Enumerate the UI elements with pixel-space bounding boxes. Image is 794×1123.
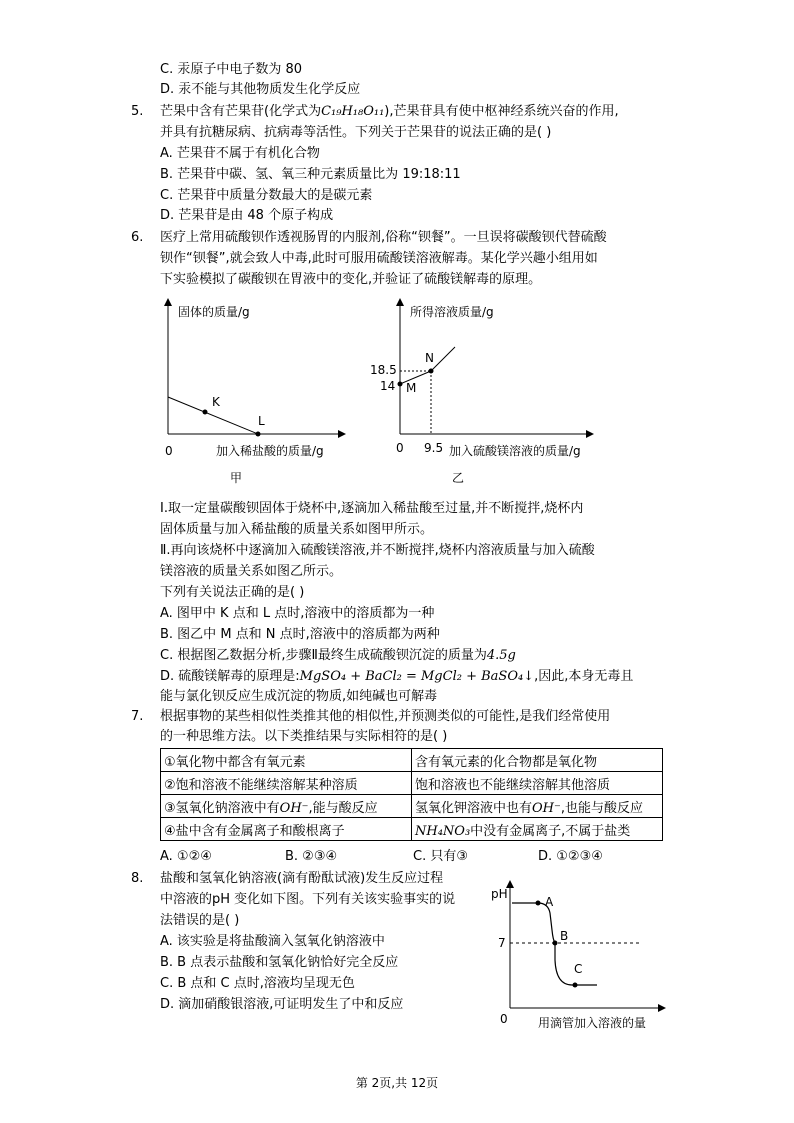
q6-number: 6. [131, 230, 144, 245]
ammonium-nitrate-formula: NH₄NO₃ [415, 823, 471, 839]
jia-caption: 甲 [230, 471, 243, 485]
ph-point-a [536, 901, 541, 906]
ph-ytick: 7 [498, 936, 506, 950]
q6-step1-line1: Ⅰ.取一定量碳酸钡固体于烧杯中,逐滴加入稀盐酸至过量,并不断搅拌,烧杯内 [160, 501, 584, 516]
q5-stem-a: 芒果中含有芒果苷(化学式为 [160, 104, 322, 119]
q6-option-d-equation: MgSO₄ + BaCl₂ = MgCl₂ + BaSO₄↓ [299, 669, 535, 684]
q7-option-b: B. ②③④ [285, 849, 338, 864]
q7-option-c: C. 只有③ [413, 849, 468, 864]
q6-option-a: A. 图甲中 K 点和 L 点时,溶液中的溶质都为一种 [160, 606, 435, 621]
cell-text: ,也能与酸反应 [560, 800, 644, 816]
yi-point-m [398, 382, 403, 387]
jia-point-k [203, 410, 208, 415]
ph-label-c: C [574, 962, 583, 976]
q6-step2-line2: 镁溶液的质量关系如图乙所示。 [160, 564, 343, 579]
hydroxide-ion: OH⁻ [279, 800, 309, 816]
yi-origin: 0 [396, 441, 404, 455]
q6-stem-line1: 医疗上常用硫酸钡作透视肠胃的内服剂,俗称“钡餐”。一旦误将碳酸钡代替硫酸 [160, 230, 607, 245]
yi-point-n [429, 369, 434, 374]
yi-caption: 乙 [452, 471, 465, 485]
q8-stem-line1: 盐酸和氢氧化钠溶液(滴有酚酞试液)发生反应过程 [160, 871, 444, 886]
ph-ylabel: pH [491, 887, 508, 901]
ph-xlabel: 用滴管加入溶液的量 [538, 1016, 647, 1030]
q6-option-c [160, 647, 516, 665]
q8-option-c: C. B 点和 C 点时,溶液均呈现无色 [160, 976, 355, 991]
q8-stem-line3: 法错误的是( ) [160, 913, 240, 928]
cell-text: 氢氧化钾溶液中也有 [415, 800, 533, 816]
q6-step2-line1: Ⅱ.再向该烧杯中逐滴加入硫酸镁溶液,并不断搅拌,烧杯内溶液质量与加入硫酸 [160, 543, 595, 558]
cell-text: ,能与酸反应 [308, 800, 378, 816]
q6-option-b: B. 图乙中 M 点和 N 点时,溶液中的溶质都为两种 [160, 627, 440, 642]
q7-number: 7. [131, 709, 144, 724]
ph-point-c [573, 983, 578, 988]
table-cell: 饱和溶液也不能继续溶解其他溶质 [412, 772, 663, 795]
q4-option-c: C. 汞原子中电子数为 80 [160, 62, 303, 77]
yi-xlabel: 加入硫酸镁溶液的质量/g [449, 444, 581, 458]
table-cell [412, 818, 663, 841]
q5-option-a: A. 芒果苷不属于有机化合物 [160, 146, 320, 161]
q6-ask: 下列有关说法正确的是( ) [160, 585, 305, 600]
yi-curve-after [431, 347, 455, 371]
jia-xlabel: 加入稀盐酸的质量/g [216, 444, 324, 458]
yi-tick-high: 18.5 [370, 363, 397, 377]
table-cell: ①氧化物中都含有氧元素 [161, 749, 412, 772]
ph-label-a: A [545, 895, 554, 909]
q5-option-b: B. 芒果苷中碳、氢、氧三种元素质量比为 19:18:11 [160, 167, 461, 182]
table-row [161, 749, 663, 772]
q8-option-b: B. B 点表示盐酸和氢氧化钠恰好完全反应 [160, 955, 399, 970]
hydroxide-ion: OH⁻ [532, 800, 561, 816]
q8-number: 8. [131, 871, 144, 886]
table-row [161, 772, 663, 795]
q6-option-d-tail: ,因此,本身无毒且 [534, 669, 634, 684]
jia-label-l: L [258, 414, 265, 428]
q8-option-d: D. 滴加硝酸银溶液,可证明发生了中和反应 [160, 997, 404, 1012]
table-cell [161, 795, 412, 818]
q6-option-d-line2: 能与氯化钡反应生成沉淀的物质,如纯碱也可解毒 [160, 689, 438, 704]
q7-stem-line2: 的一种思维方法。以下类推结果与实际相符的是( ) [160, 729, 448, 744]
table-cell: ②饱和溶液不能继续溶解某种溶质 [161, 772, 412, 795]
q5-formula: C₁₉H₁₈O₁₁ [321, 104, 385, 119]
ph-point-b [553, 941, 558, 946]
q8-stem-line2: 中溶液的pH 变化如下图。下列有关该实验事实的说 [160, 892, 456, 907]
q7-comparison-table [160, 748, 663, 841]
table-cell: ④盐中含有金属离子和酸根离子 [161, 818, 412, 841]
q6-option-d [160, 668, 633, 686]
q6-step1-line2: 固体质量与加入稀盐酸的质量关系如图甲所示。 [160, 522, 434, 537]
q5-option-c: C. 芒果苷中质量分数最大的是碳元素 [160, 188, 373, 203]
q6-stem-line3: 下实验模拟了碳酸钡在胃液中的变化,并验证了硫酸镁解毒的原理。 [160, 272, 542, 287]
yi-ylabel: 所得溶液质量/g [410, 305, 494, 319]
cell-text: ③氢氧化钠溶液中有 [164, 800, 280, 816]
q6-option-d-text: D. 硫酸镁解毒的原理是: [160, 669, 300, 684]
table-row [161, 795, 663, 818]
table-cell [412, 795, 663, 818]
q5-stem-line2: 并具有抗糖尿病、抗病毒等活性。下列关于芒果苷的说法正确的是( ) [160, 125, 552, 140]
yi-label-m: M [406, 381, 417, 395]
table-row [161, 818, 663, 841]
q6-stem-line2: 钡作“钡餐”,就会致人中毒,此时可服用硫酸镁溶液解毒。某化学兴趣小组用如 [160, 251, 598, 266]
q6-option-c-value: 4.5g [486, 648, 516, 663]
yi-tick-low: 14 [380, 379, 396, 393]
q7-option-d: D. ①②③④ [538, 849, 603, 864]
q5-number: 5. [131, 104, 144, 119]
q7-option-a: A. ①②④ [160, 849, 212, 864]
q5-stem-b: ),芒果苷具有使中枢神经系统兴奋的作用, [384, 104, 619, 119]
jia-origin: 0 [165, 444, 173, 458]
page-footer: 第 2页,共 12页 [355, 1076, 439, 1090]
ph-origin: 0 [500, 1012, 508, 1026]
yi-label-n: N [425, 351, 434, 365]
table-cell: 含有氧元素的化合物都是氧化物 [412, 749, 663, 772]
ph-label-b: B [560, 929, 569, 943]
yi-xtick: 9.5 [424, 441, 444, 455]
jia-ylabel: 固体的质量/g [178, 305, 250, 319]
q6-option-c-text: C. 根据图乙数据分析,步骤Ⅱ最终生成硫酸钡沉淀的质量为 [160, 648, 487, 663]
cell-text: 中没有金属离子,不属于盐类 [470, 823, 631, 839]
q4-option-d: D. 汞不能与其他物质发生化学反应 [160, 82, 361, 97]
jia-label-k: K [212, 395, 220, 409]
q7-stem-line1: 根据事物的某些相似性类推其他的相似性,并预测类似的可能性,是我们经常使用 [160, 709, 611, 724]
q8-option-a: A. 该实验是将盐酸滴入氢氧化钠溶液中 [160, 934, 385, 949]
q5-option-d: D. 芒果苷是由 48 个原子构成 [160, 208, 334, 223]
jia-point-l [256, 432, 261, 437]
